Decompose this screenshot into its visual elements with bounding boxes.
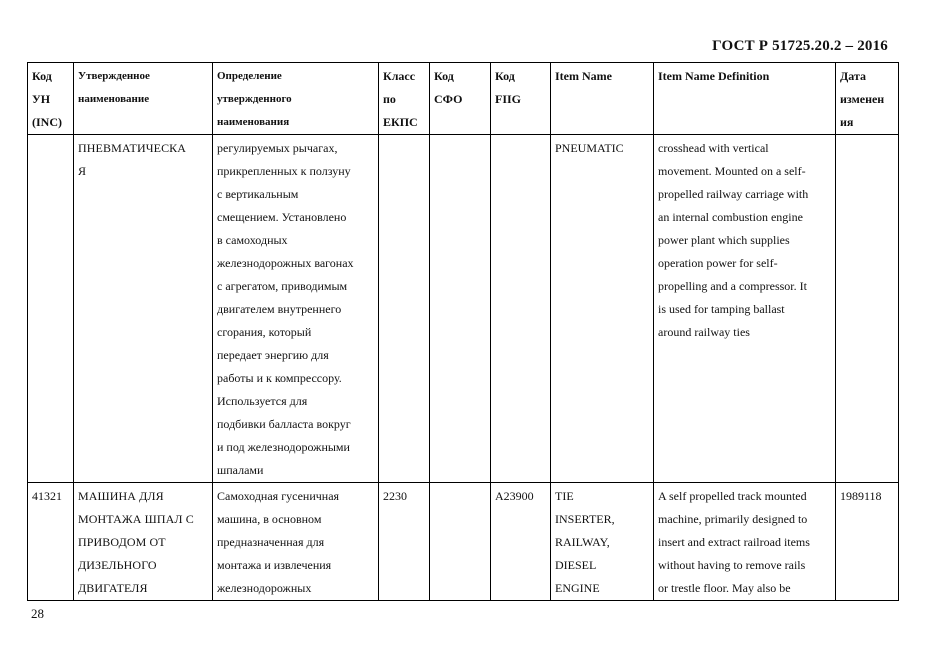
header-row [28,63,899,135]
cell-fiig-code [491,135,551,483]
cell-item-definition: A self propelled track mounted machine, primarily designed to insert and extract railroad items without having to remove rails or trestle floor. May also be [654,483,836,601]
header-fiig-code: Код FIIG [491,63,551,135]
cell-approved-name: ПНЕВМАТИЧЕСКА Я [74,135,213,483]
cell-item-name: PNEUMATIC [551,135,654,483]
header-item-name: Item Name [551,63,654,135]
cell-definition: регулируемых рычагах, прикрепленных к ползуну с вертикальным смещением. Установлено в самоходных железнодорожных вагонах с агрегатом, приводимым двигателем внутреннего сгорания, который передает энергию для работы и к компрессору. Используется для подбивки балласта вокруг и под железнодорожными шпалами [213,135,379,483]
header-sfo-code: Код СФО [430,63,491,135]
table-row [28,483,899,601]
header-definition: Определение утвержденного наименования [213,63,379,135]
cell-definition: Самоходная гусеничная машина, в основном предназначенная для монтажа и извлечения железнодорожных [213,483,379,601]
page-number: 28 [31,606,44,621]
cell-sfo-code [430,483,491,601]
cell-sfo-code [430,135,491,483]
cell-item-definition: crosshead with vertical movement. Mounted on a self- propelled railway carriage with an internal combustion engine power plant which supplies operation power for self- propelling and a compressor. It is used for tamping ballast around railway ties [654,135,836,483]
cell-approved-name: МАШИНА ДЛЯ МОНТАЖА ШПАЛ С ПРИВОДОМ ОТ ДИЗЕЛЬНОГО ДВИГАТЕЛЯ [74,483,213,601]
header-change-date: Дата изменен ия [836,63,899,135]
header-class: Класс по ЕКПС [379,63,430,135]
cell-fiig-code: A23900 [491,483,551,601]
cell-class [379,135,430,483]
cell-date [836,135,899,483]
cell-item-name: TIE INSERTER, RAILWAY, DIESEL ENGINE [551,483,654,601]
cell-code: 41321 [28,483,74,601]
cell-class: 2230 [379,483,430,601]
header-inc-code: Код УН (INC) [28,63,74,135]
item-name-table [27,62,899,601]
cell-code [28,135,74,483]
cell-date: 1989118 [836,483,899,601]
table-row [28,135,899,483]
header-approved-name: Утвержденное наименование [74,63,213,135]
header-item-name-definition: Item Name Definition [654,63,836,135]
document-title: ГОСТ Р 51725.20.2 – 2016 [712,38,888,54]
